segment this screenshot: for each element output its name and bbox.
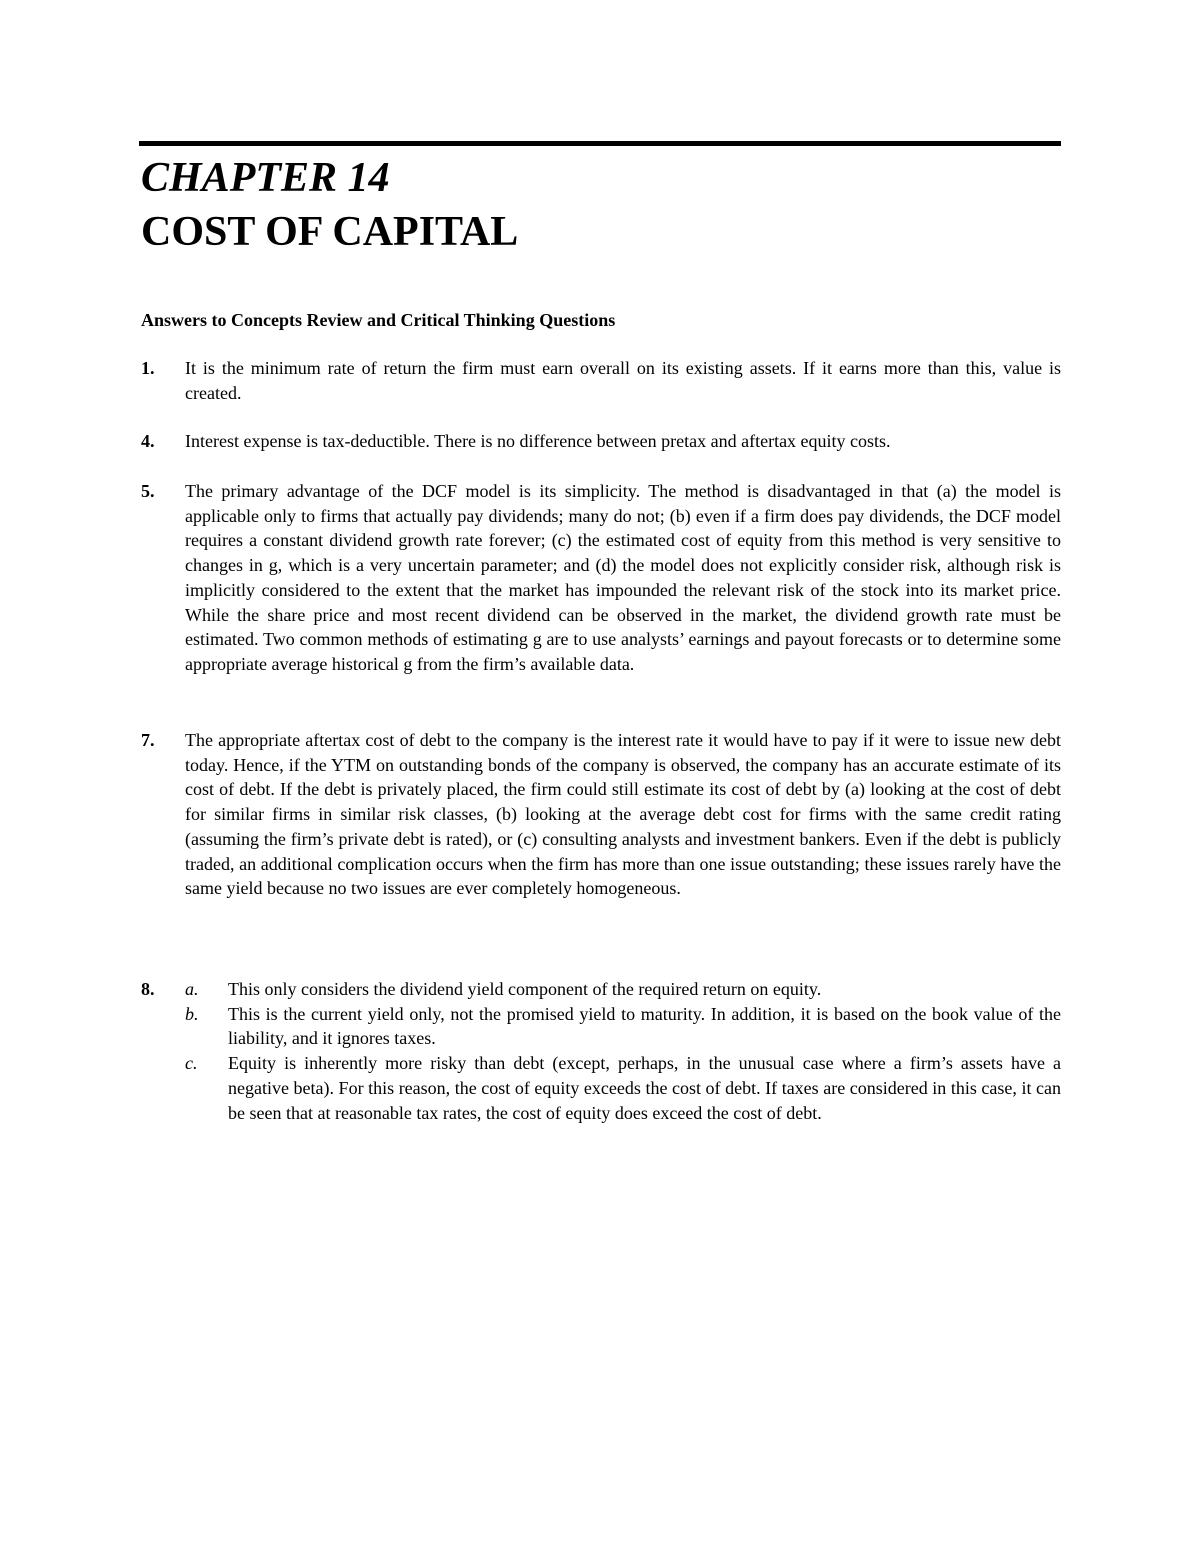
answer-text: It is the minimum rate of return the firm must earn overall on its existing assets. If it earns more than this, value is created. [185,358,1061,403]
question-number: 1. [141,358,155,378]
answer-item [141,479,1061,677]
answer-subpart [185,977,1061,1002]
answer-subparts [185,977,1061,1125]
chapter-number: CHAPTER 14 [141,155,390,201]
answer-text: The primary advantage of the DCF model is its simplicity. The method is disadvantaged in that (a) the model is applicable only to firms that actually pay dividends; many do not; (b) even if a firm does pay dividends, the DCF model requires a constant dividend growth rate forever; (c) the estimated cost of equity from this method is very sensitive to changes in g, which is a very uncertain parameter; and (d) the model does not explicitly consider risk, although risk is implicitly considered to the extent that the market has impounded the relevant risk of the stock into its market price. While the share price and most recent dividend can be observed in the market, the dividend growth rate must be estimated. Two common methods of estimating g are to use analysts’ earnings and payout forecasts or to determine some appropriate average historical g from the firm’s available data. [185,481,1061,674]
question-number: 5. [141,481,155,501]
chapter-title: COST OF CAPITAL [141,209,519,255]
answer-text: The appropriate aftertax cost of debt to the company is the interest rate it would have to pay if it were to issue new debt today. Hence, if the YTM on outstanding bonds of the company is observed, the company has an accurate estimate of its cost of debt. If the debt is privately placed, the firm could still estimate its cost of debt by (a) looking at the cost of debt for similar firms in similar risk classes, (b) looking at the average debt cost for firms with the same credit rating (assuming the firm’s private debt is rated), or (c) consulting analysts and investment bankers. Even if the debt is publicly traded, an additional complication occurs when the firm has more than one issue outstanding; these issues rarely have the same yield because no two issues are ever completely homogeneous. [185,730,1061,899]
question-number: 8. [141,979,155,999]
subpart-text: Equity is inherently more risky than debt (except, perhaps, in the unusual case where a firm’s assets have a negative beta). For this reason, the cost of equity exceeds the cost of debt. If taxes are considered in this case, it can be seen that at reasonable tax rates, the cost of equity does exceed the cost of debt. [228,1053,1061,1123]
answer-subpart [185,1051,1061,1125]
subpart-letter: a. [185,979,199,999]
subpart-letter: c. [185,1053,198,1074]
chapter-top-rule [139,141,1061,146]
answer-subpart [185,1002,1061,1051]
answer-item [141,728,1061,901]
answer-item [141,977,1061,1125]
section-heading: Answers to Concepts Review and Critical Thinking Questions [141,310,616,330]
answer-text: Interest expense is tax-deductible. There is no difference between pretax and aftertax equity costs. [185,431,891,451]
question-number: 4. [141,431,155,451]
subpart-letter: b. [185,1003,199,1024]
question-number: 7. [141,730,155,750]
answer-item [141,356,1061,405]
subpart-text: This is the current yield only, not the promised yield to maturity. In addition, it is based on the book value of the liability, and it ignores taxes. [228,1003,1061,1049]
answer-item [141,429,1061,454]
subpart-text: This only considers the dividend yield component of the required return on equity. [228,979,822,999]
